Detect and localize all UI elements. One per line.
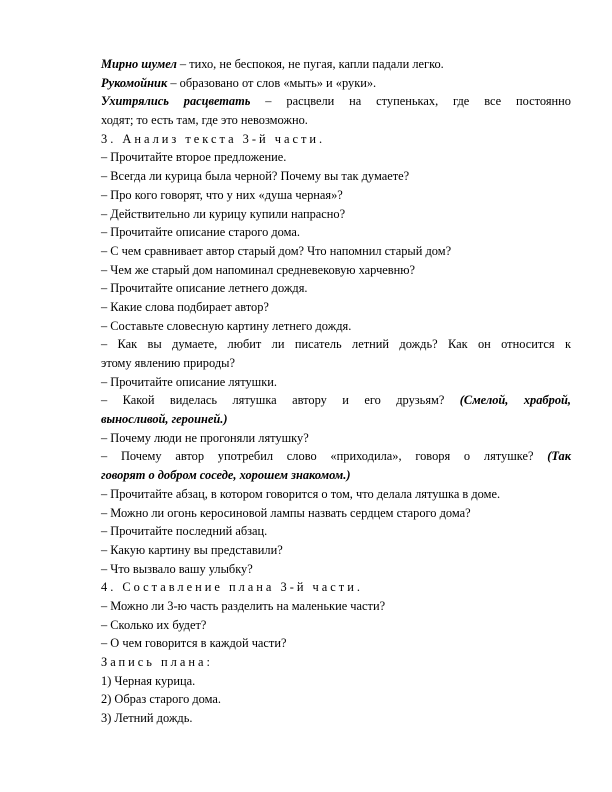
- question: – Почему люди не прогоняли лятушку?: [101, 430, 309, 445]
- answer-hint-cont: [101, 410, 571, 429]
- question: – Прочитайте второе предложение.: [101, 150, 287, 165]
- term-1: Мирно шумел: [101, 57, 177, 71]
- question: – Чем же старый дом напоминал средневековую харчевню?: [101, 262, 416, 277]
- plan-heading: Запись плана:: [101, 655, 213, 669]
- answer-hint: (Смелой, храброй,: [459, 393, 571, 408]
- section-4-heading: 4. Составление плана 3-й части.: [101, 580, 363, 595]
- answer-hint: говорят о добром соседе, хорошем знакомом.): [101, 468, 351, 483]
- section-3-heading: 3. Анализ текста 3-й части.: [101, 131, 326, 146]
- question: – Сколько их будет?: [101, 617, 207, 632]
- question: – Прочитайте описание летнего дождя.: [101, 281, 308, 296]
- question: – Действительно ли курицу купили напрасно?: [101, 206, 346, 221]
- question: – Всегда ли курица была черной? Почему вы так думаете?: [101, 169, 410, 184]
- question: – Какую картину вы представили?: [101, 542, 283, 557]
- plan-item: 1) Черная курица.: [101, 673, 196, 688]
- plan-item: 3) Летний дождь.: [101, 711, 193, 726]
- question-cont: этому явлению природы?: [101, 356, 235, 370]
- plan-item: 2) Образ старого дома.: [101, 692, 221, 707]
- definition-2: – образовано от слов «мыть» и «руки».: [167, 75, 377, 90]
- answer-hint-cont: [101, 466, 571, 485]
- question: – Составьте словесную картину летнего дождя.: [101, 318, 352, 333]
- question: – Прочитайте последний абзац.: [101, 524, 268, 539]
- question: – С чем сравнивает автор старый дом? Что напомнил старый дом?: [101, 243, 452, 258]
- question: – Про кого говорят, что у них «душа черная»?: [101, 187, 343, 202]
- question-text: – Какой виделась лятушка автору и его друзьям?: [101, 393, 460, 408]
- question: – Прочитайте абзац, в котором говорится о том, что делала лятушка в доме.: [101, 486, 501, 501]
- question: – Что вызвало вашу улыбку?: [101, 561, 253, 576]
- definition-1: – тихо, не беспокоя, не пугая, капли падали легко.: [176, 57, 444, 71]
- answer-hint: выносливой, героиней.): [101, 412, 228, 427]
- definition-line-3: [101, 92, 571, 111]
- question-text: – Почему автор употребил слово «приходила», говоря о лятушке?: [101, 449, 548, 464]
- document-page: [101, 55, 571, 728]
- question: [101, 447, 571, 466]
- question: – Можно ли 3-ю часть разделить на маленькие части?: [101, 598, 386, 613]
- question: – Можно ли огонь керосиновой лампы назвать сердцем старого дома?: [101, 505, 471, 520]
- question: – Прочитайте описание лятушки.: [101, 374, 277, 389]
- question: [101, 391, 571, 410]
- definition-line-2: [101, 74, 571, 93]
- term-3: Ухитрялись расцветать: [101, 94, 251, 109]
- question: – Как вы думаете, любит ли писатель летний дождь? Как он относится к: [101, 337, 571, 352]
- term-2: Рукомойник: [101, 75, 168, 90]
- question: – Прочитайте описание старого дома.: [101, 225, 300, 240]
- definition-line-3-cont: ходят; то есть там, где это невозможно.: [101, 113, 308, 128]
- definition-line-1: [101, 55, 571, 74]
- answer-hint: (Так: [547, 449, 571, 464]
- definition-3: – расцвели на ступеньках, где все постоянно: [250, 94, 571, 109]
- question: – Какие слова подбирает автор?: [101, 299, 269, 314]
- question: – О чем говорится в каждой части?: [101, 636, 287, 651]
